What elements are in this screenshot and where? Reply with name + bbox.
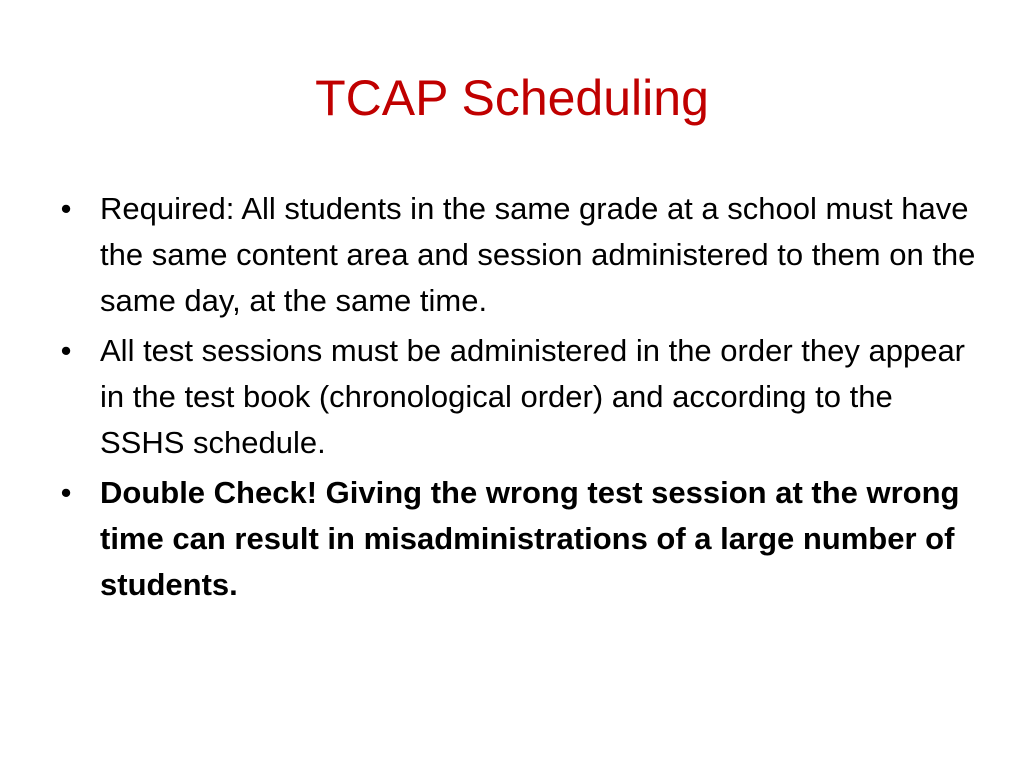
bullet-dot-icon: • bbox=[60, 191, 72, 226]
bullet-item-double-check bbox=[60, 470, 980, 608]
bullet-text: Required: All students in the same grade at a school must have the same content area and session administered to them on the same day, at the same time. bbox=[100, 191, 976, 318]
bullet-text: Double Check! Giving the wrong test session at the wrong time can result in misadministrations of a large number of students. bbox=[100, 475, 960, 602]
bullet-list bbox=[60, 186, 980, 612]
bullet-text: All test sessions must be administered in the order they appear in the test book (chronological order) and according to the SSHS schedule. bbox=[100, 333, 966, 460]
bullet-item-required bbox=[60, 186, 980, 324]
bullet-dot-icon: • bbox=[60, 333, 72, 368]
bullet-dot-icon: • bbox=[60, 475, 72, 510]
bullet-item-order bbox=[60, 328, 980, 466]
slide-title: TCAP Scheduling bbox=[315, 70, 709, 126]
